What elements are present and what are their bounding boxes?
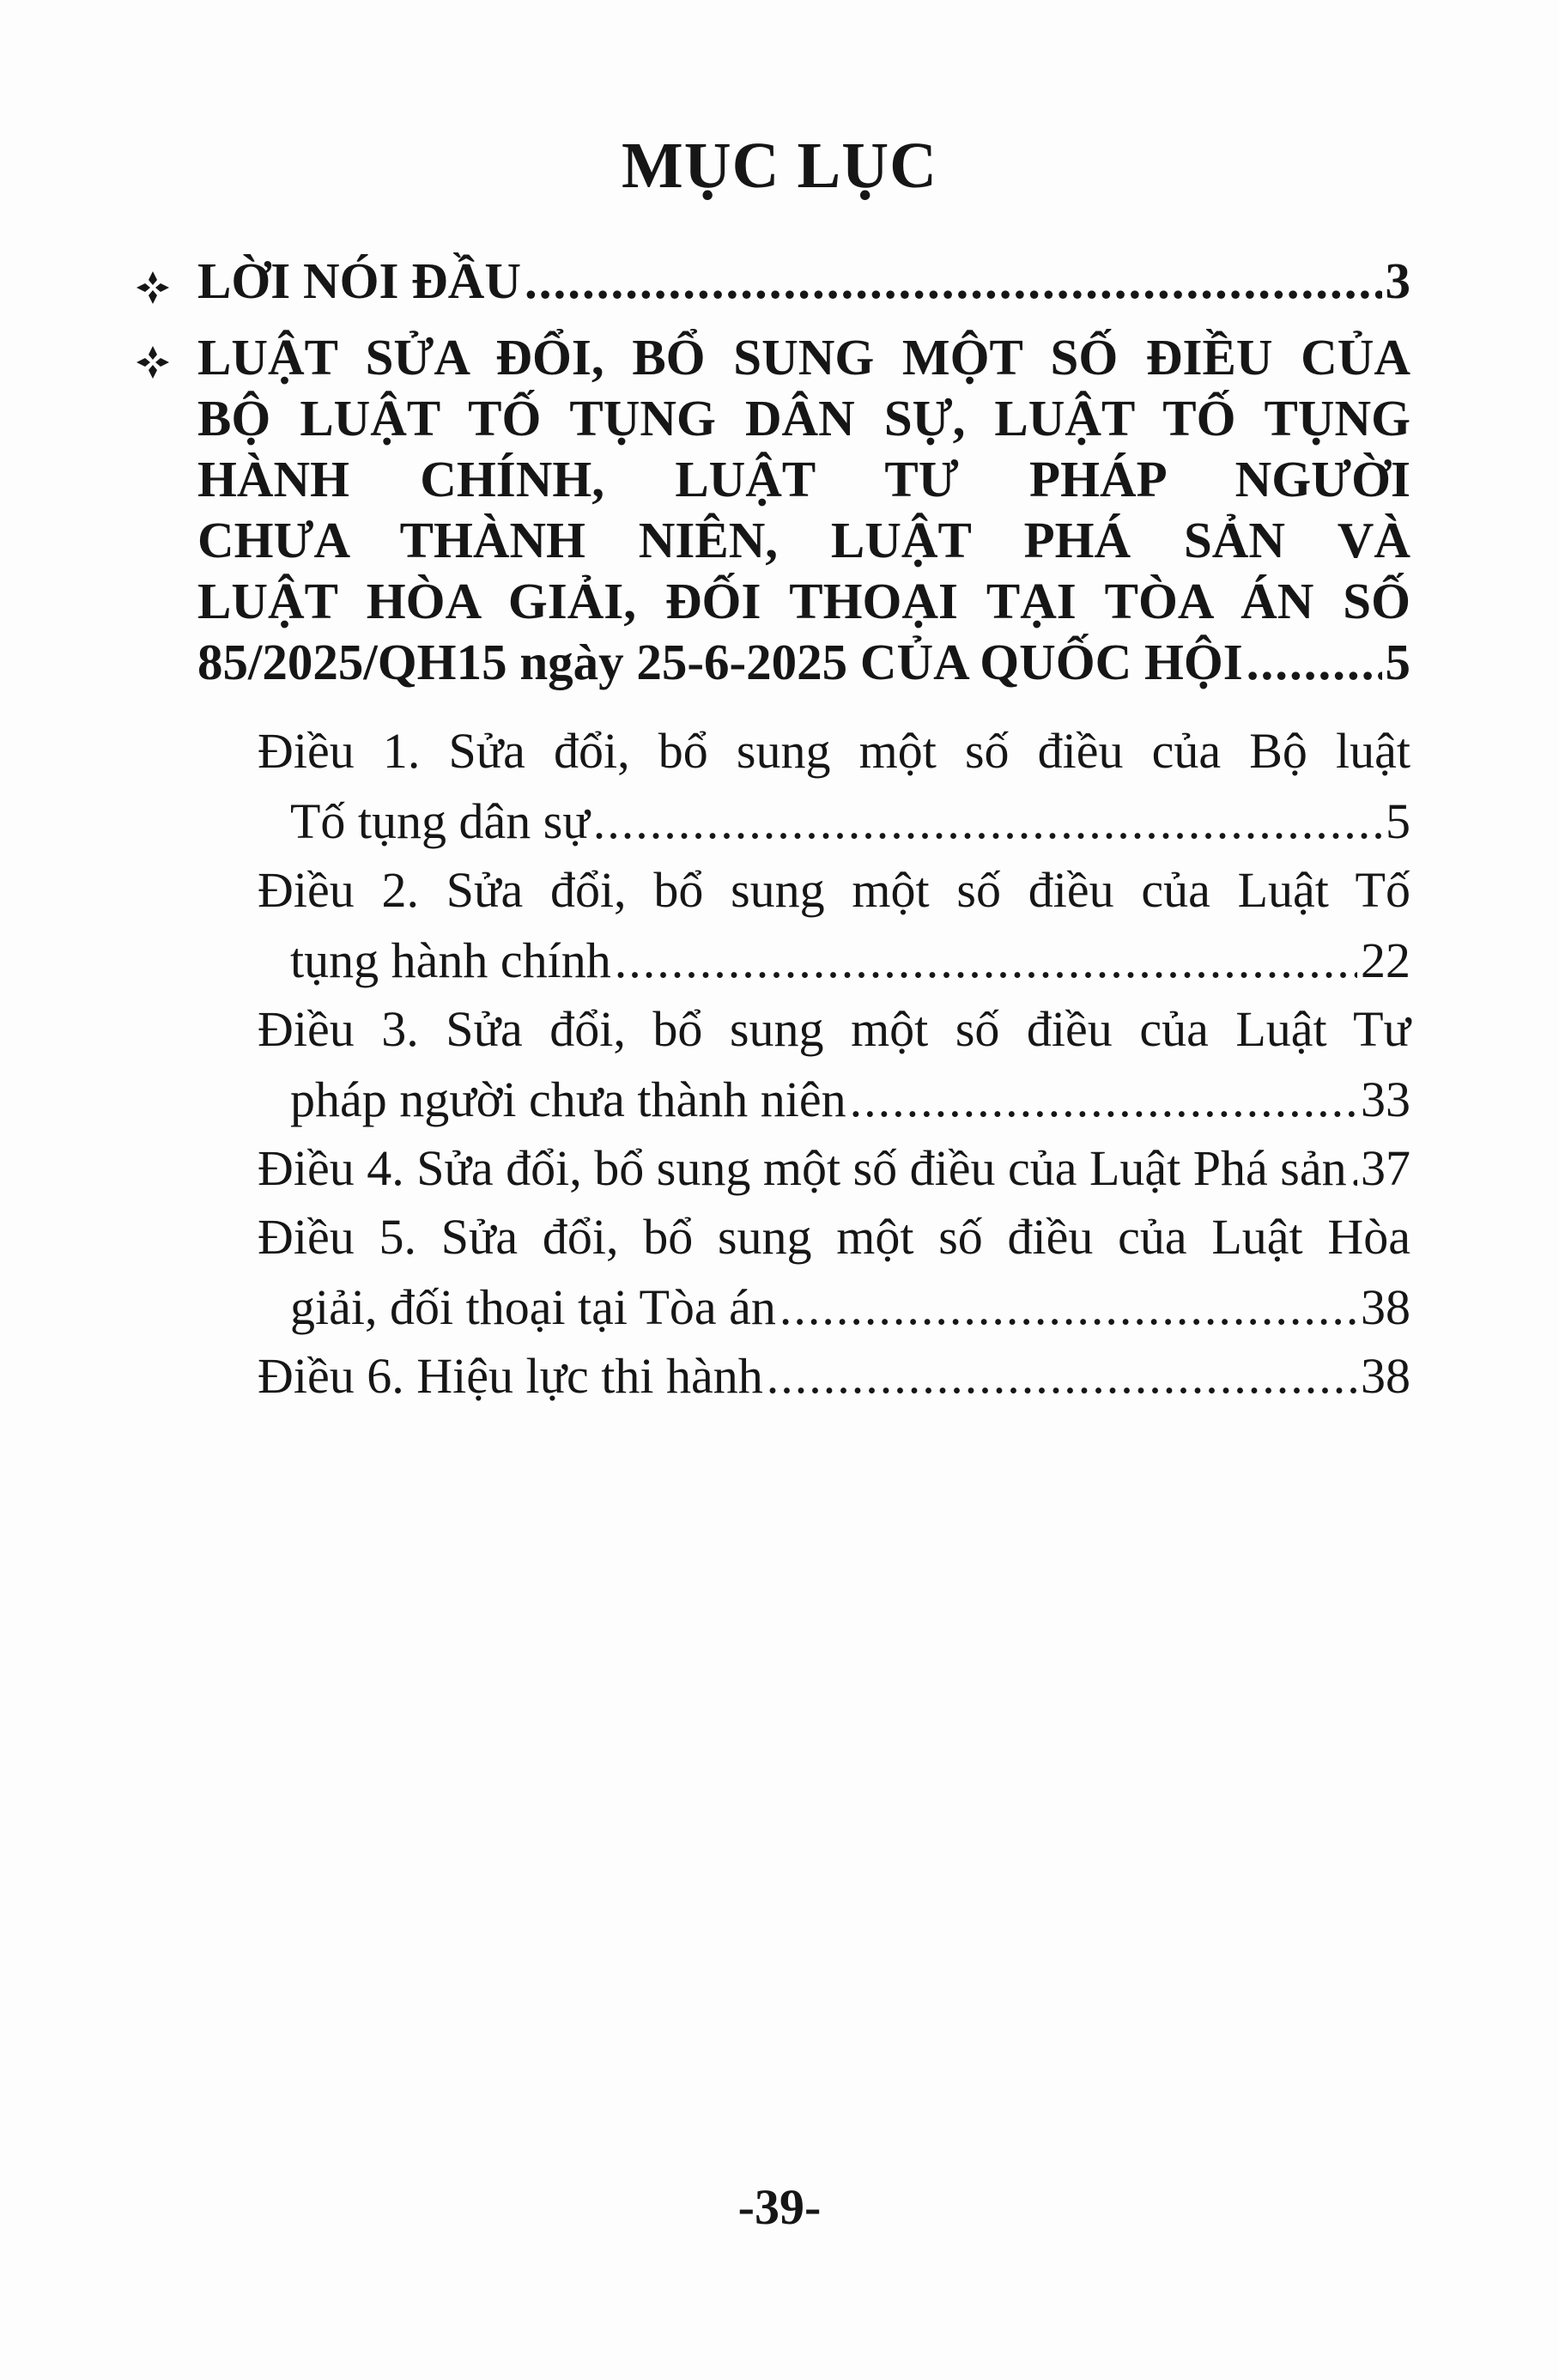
- toc-law-line: HÀNH CHÍNH, LUẬT TƯ PHÁP NGƯỜI: [197, 451, 1410, 507]
- toc-law-line: CHƯA THÀNH NIÊN, LUẬT PHÁ SẢN VÀ: [197, 512, 1410, 568]
- toc-page-number: 5: [1386, 793, 1410, 849]
- toc-law-line: 85/2025/QH15 ngày 25-6-2025 CỦA QUỐC HỘI: [197, 634, 1243, 690]
- toc-article-title: Điều 6. Hiệu lực thi hành: [258, 1348, 763, 1404]
- toc-article-title-cont: tụng hành chính: [290, 932, 611, 988]
- dot-leader: [780, 1272, 1357, 1343]
- diamond-bullet-icon: [133, 268, 173, 307]
- toc-entry-article-5[interactable]: [258, 1202, 1410, 1343]
- diamond-bullet-icon: [133, 343, 173, 382]
- dot-leader: [850, 1065, 1357, 1135]
- dot-leader: [615, 926, 1357, 996]
- toc-entry-label: LỜI NÓI ĐẦU: [197, 252, 521, 309]
- toc-article-title: Điều 2. Sửa đổi, bổ sung một số điều của Luật Tố: [258, 862, 1410, 918]
- toc-article-title: Điều 4. Sửa đổi, bổ sung một số điều của Luật Phá sản: [258, 1140, 1347, 1196]
- toc-entry-article-1[interactable]: [258, 716, 1410, 857]
- toc-law-line: LUẬT HÒA GIẢI, ĐỐI THOẠI TẠI TÒA ÁN SỐ: [197, 573, 1410, 629]
- dot-leader: [767, 1341, 1357, 1412]
- toc-page-number: 5: [1385, 634, 1410, 690]
- toc-entry-article-2[interactable]: [258, 855, 1410, 996]
- toc-entry-article-3[interactable]: [258, 994, 1410, 1135]
- toc-law-line: LUẬT SỬA ĐỔI, BỔ SUNG MỘT SỐ ĐIỀU CỦA: [197, 329, 1410, 386]
- toc-entry-article-4[interactable]: [258, 1133, 1410, 1204]
- toc-page-number: 22: [1361, 932, 1410, 988]
- toc-article-title-cont: giải, đối thoại tại Tòa án: [290, 1279, 776, 1335]
- dot-leader: [593, 786, 1382, 857]
- page-number: -39-: [737, 2179, 822, 2235]
- toc-entry-foreword[interactable]: [197, 251, 1410, 312]
- dot-leader: [525, 251, 1382, 312]
- toc-page-number: 38: [1361, 1279, 1410, 1335]
- toc-entry-law[interactable]: [197, 327, 1410, 693]
- toc-page-number: 37: [1361, 1140, 1410, 1196]
- toc-article-title: Điều 3. Sửa đổi, bổ sung một số điều của Luật Tư: [258, 1001, 1410, 1057]
- page-title: MỤC LỤC: [622, 130, 937, 202]
- toc-page-number: 33: [1361, 1072, 1410, 1127]
- toc-article-title-cont: Tố tụng dân sự: [290, 793, 590, 849]
- toc-article-title: Điều 5. Sửa đổi, bổ sung một số điều của Luật Hòa: [258, 1209, 1410, 1265]
- dot-leader: [1350, 1133, 1357, 1204]
- toc-page-number: 38: [1361, 1348, 1410, 1404]
- toc-article-title-cont: pháp người chưa thành niên: [290, 1072, 846, 1127]
- toc-article-title: Điều 1. Sửa đổi, bổ sung một số điều của Bộ luật: [258, 723, 1410, 779]
- toc-entry-article-6[interactable]: [258, 1341, 1410, 1412]
- toc-law-line: BỘ LUẬT TỐ TỤNG DÂN SỰ, LUẬT TỐ TỤNG: [197, 390, 1410, 446]
- dot-leader: [1247, 632, 1382, 693]
- toc-page-number: 3: [1385, 252, 1410, 309]
